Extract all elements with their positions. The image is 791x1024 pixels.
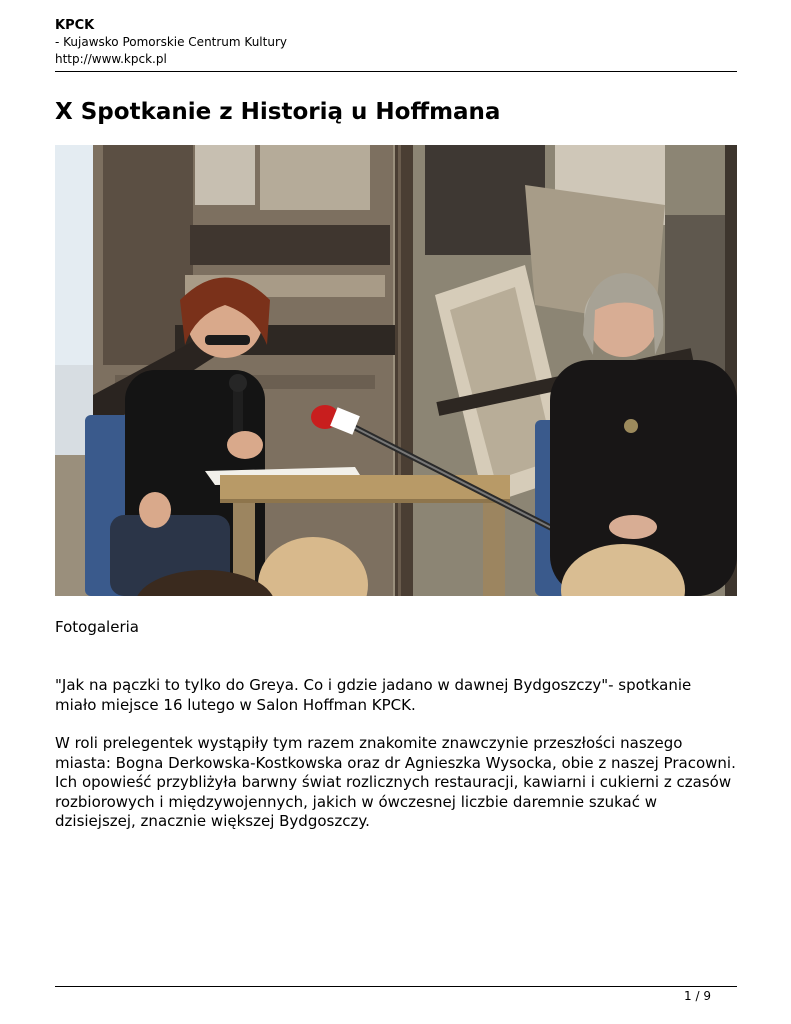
article-paragraph: W roli prelegentek wystąpiły tym razem znakomite znawczynie przeszłości naszego miasta: Bogna Derkowska-Kostkowska oraz dr Agnieszka Wysocka, obie z naszej Pracowni. Ich opowieść przybliżyła barwny świat rozlicznych restauracji, kawiarni i cukierni z czasów rozbiorowych i międzywojennych, jakich w ówczesnej liczbie daremnie szukać w dzisiejszej, znacznie większej Bydgoszczy.: [55, 734, 736, 830]
page-header: [55, 17, 737, 68]
article-photo: [55, 145, 737, 596]
footer-divider: [55, 986, 737, 987]
article-paragraph: "Jak na pączki to tylko do Greya. Co i gdzie jadano w dawnej Bydgoszczy"- spotkanie miało miejsce 16 lutego w Salon Hoffman KPCK.: [55, 676, 692, 714]
photo-gallery-link[interactable]: Fotogaleria: [55, 618, 139, 636]
article-body: [55, 676, 737, 851]
page-number: 1 / 9: [684, 989, 711, 1003]
header-divider: [55, 71, 737, 72]
site-url[interactable]: http://www.kpck.pl: [55, 52, 167, 66]
site-name: KPCK: [55, 18, 95, 33]
site-subtitle: - Kujawsko Pomorskie Centrum Kultury: [55, 35, 287, 49]
article-title: X Spotkanie z Historią u Hoffmana: [55, 99, 501, 125]
